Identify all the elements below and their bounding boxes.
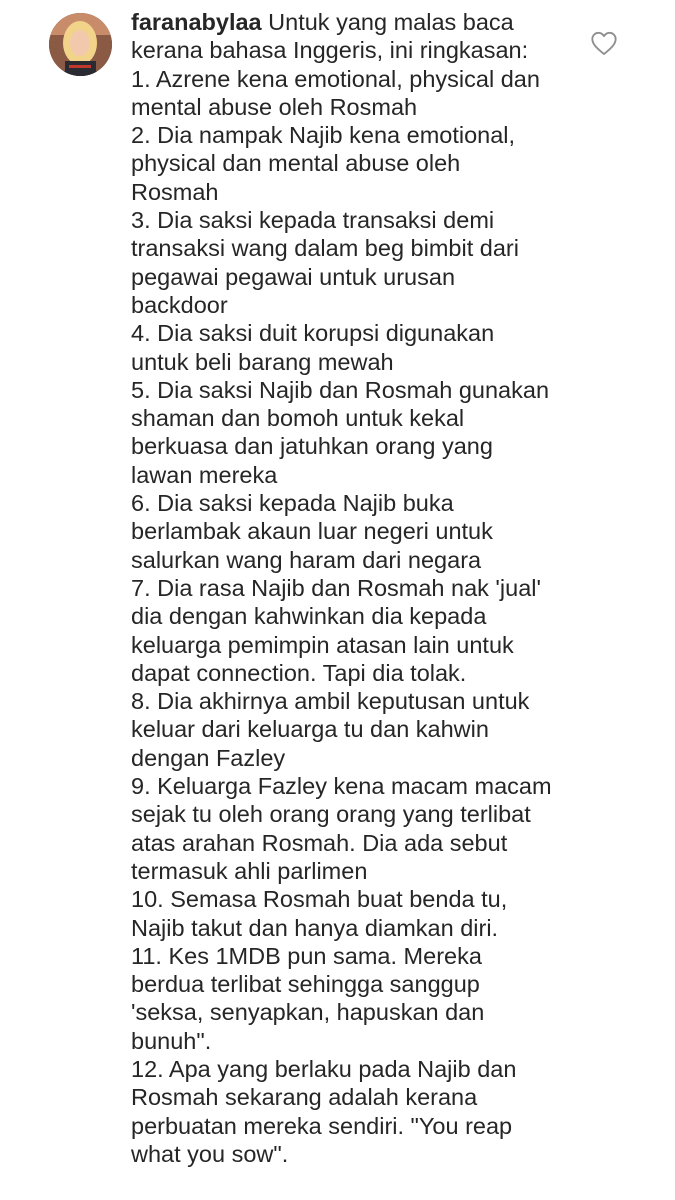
comment-line <box>131 829 601 857</box>
comment-line <box>131 65 601 93</box>
comment-line-text: 11. Kes 1MDB pun sama. Mereka <box>131 942 482 969</box>
comment-line-text: 12. Apa yang berlaku pada Najib dan <box>131 1055 517 1082</box>
comment-line <box>131 744 601 772</box>
comment-line <box>131 631 601 659</box>
comment-line <box>131 687 601 715</box>
comment-line <box>131 659 601 687</box>
comment-line-text: kerana bahasa Inggeris, ini ringkasan: <box>131 37 529 64</box>
comment-line <box>131 263 601 291</box>
comment-line <box>131 291 601 319</box>
comment-line-text: pegawai pegawai untuk urusan <box>131 263 456 290</box>
comment-line <box>131 517 601 545</box>
comment-line-text: dengan Fazley <box>131 744 286 771</box>
comment-line-text: mental abuse oleh Rosmah <box>131 93 418 120</box>
comment-line-text: Rosmah <box>131 178 219 205</box>
heart-outline-icon <box>590 30 618 56</box>
comment-line-text: berdua terlibat sehingga sanggup <box>131 971 480 998</box>
comment-line <box>131 461 601 489</box>
username-link[interactable]: faranabylaa <box>131 9 262 35</box>
comment-line <box>131 36 601 64</box>
comment-line <box>131 206 601 234</box>
comment-text <box>131 8 601 1168</box>
comment-line <box>131 489 601 517</box>
comment-line-text: dia dengan kahwinkan dia kepada <box>131 603 487 630</box>
comment-line-text: transaksi wang dalam beg bimbit dari <box>131 235 519 262</box>
comment-line-text: salurkan wang haram dari negara <box>131 546 482 573</box>
comment-first-line <box>131 8 601 36</box>
comment-line-text: backdoor <box>131 291 228 318</box>
comment-line-text: Rosmah sekarang adalah kerana <box>131 1084 478 1111</box>
comment-line-text: keluar dari keluarga tu dan kahwin <box>131 716 489 743</box>
comment-line <box>131 1083 601 1111</box>
comment-line <box>131 602 601 630</box>
like-button[interactable] <box>590 30 618 56</box>
comment-line <box>131 914 601 942</box>
comment-line <box>131 970 601 998</box>
comment-line-text: perbuatan mereka sendiri. "You reap <box>131 1112 513 1139</box>
comment-line <box>131 1140 601 1168</box>
comment-line-text: 3. Dia saksi kepada transaksi demi <box>131 207 495 234</box>
comment-line <box>131 800 601 828</box>
comment-line-text: 8. Dia akhirnya ambil keputusan untuk <box>131 688 530 715</box>
comment-line-text: 6. Dia saksi kepada Najib buka <box>131 490 454 517</box>
comment-line-text: what you sow". <box>131 1140 289 1167</box>
comment-line-text: 7. Dia rasa Najib dan Rosmah nak 'jual' <box>131 574 541 601</box>
comment-line-text: bunuh". <box>131 1027 212 1054</box>
comment-line-text: Najib takut dan hanya diamkan diri. <box>131 914 499 941</box>
comment-line <box>131 1055 601 1083</box>
comment-line-text: lawan mereka <box>131 461 278 488</box>
comment-line-text: 5. Dia saksi Najib dan Rosmah gunakan <box>131 376 550 403</box>
comment-line <box>131 432 601 460</box>
comment-line-text: 9. Keluarga Fazley kena macam macam <box>131 773 552 800</box>
avatar[interactable] <box>49 13 112 76</box>
comment-line-text: 'seksa, senyapkan, hapuskan dan <box>131 999 485 1026</box>
comment-line <box>131 149 601 177</box>
comment-line <box>131 857 601 885</box>
comment-line-text: 2. Dia nampak Najib kena emotional, <box>131 122 516 149</box>
comment-line-text: untuk beli barang mewah <box>131 348 394 375</box>
comment-line-text: 10. Semasa Rosmah buat benda tu, <box>131 886 508 913</box>
comment-line-text: berkuasa dan jatuhkan orang yang <box>131 433 493 460</box>
comment-line-text: Untuk yang malas baca <box>268 9 514 35</box>
comment-line-text: sejak tu oleh orang orang yang terlibat <box>131 801 531 828</box>
comment-line <box>131 93 601 121</box>
comment-line-text: berlambak akaun luar negeri untuk <box>131 518 493 545</box>
comment-line <box>131 178 601 206</box>
comment-line <box>131 348 601 376</box>
comment-line-text: physical dan mental abuse oleh <box>131 150 461 177</box>
comment-line-text: dapat connection. Tapi dia tolak. <box>131 659 467 686</box>
comment-line-text: termasuk ahli parlimen <box>131 857 368 884</box>
comment-line <box>131 885 601 913</box>
comment-line-text: shaman dan bomoh untuk kekal <box>131 405 465 432</box>
comment-line <box>131 376 601 404</box>
comment-line <box>131 546 601 574</box>
comment-line <box>131 121 601 149</box>
comment-line <box>131 942 601 970</box>
user-avatar-photo <box>49 13 112 76</box>
comment-line-text: atas arahan Rosmah. Dia ada sebut <box>131 829 508 856</box>
comment-line <box>131 1112 601 1140</box>
comment-line <box>131 319 601 347</box>
comment-line <box>131 715 601 743</box>
comment-line-text: keluarga pemimpin atasan lain untuk <box>131 631 514 658</box>
comment-line <box>131 1027 601 1055</box>
comment-line <box>131 234 601 262</box>
comment-line <box>131 772 601 800</box>
comment-line <box>131 404 601 432</box>
comment-line <box>131 998 601 1026</box>
comment-line-text: 1. Azrene kena emotional, physical dan <box>131 65 540 92</box>
comment-line-text: 4. Dia saksi duit korupsi digunakan <box>131 320 495 347</box>
comment-line <box>131 574 601 602</box>
